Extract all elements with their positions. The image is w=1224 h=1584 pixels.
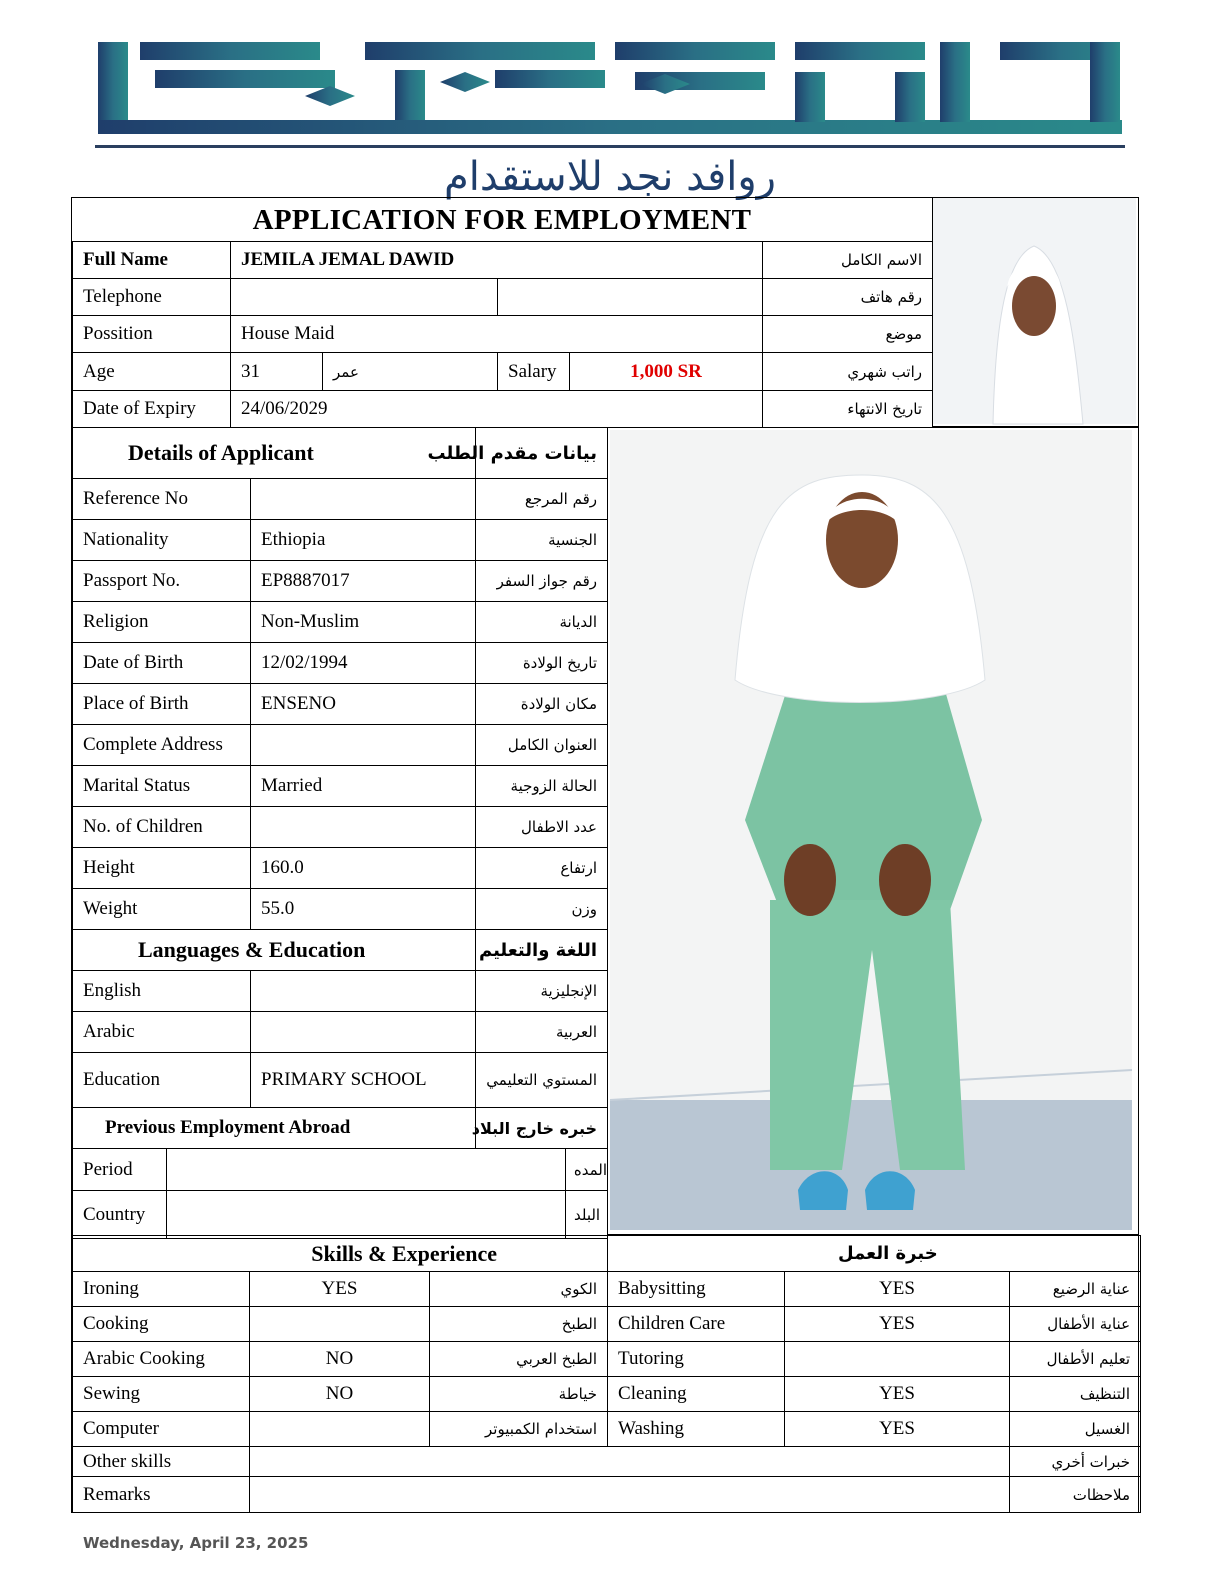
skills-title-en: Skills & Experience bbox=[73, 1236, 608, 1272]
logo-arabic-text: روافد نجد للاستقدام bbox=[444, 154, 776, 200]
details-value: 160.0 bbox=[251, 848, 476, 889]
skill-right-ar: عناية الرضيع bbox=[1010, 1272, 1141, 1307]
languages-row bbox=[73, 1012, 608, 1053]
expiry-row bbox=[73, 391, 933, 428]
details-value: Non-Muslim bbox=[251, 602, 476, 643]
languages-row bbox=[73, 1053, 608, 1108]
previous-title-en: Previous Employment Abroad bbox=[73, 1108, 476, 1149]
skills-row bbox=[73, 1272, 1141, 1307]
previous-value bbox=[167, 1149, 566, 1190]
skill-right-label: Tutoring bbox=[608, 1342, 785, 1377]
details-value bbox=[251, 479, 476, 520]
skill-right-label: Children Care bbox=[608, 1307, 785, 1342]
languages-ar: العربية bbox=[476, 1012, 608, 1053]
previous-section-header bbox=[73, 1108, 608, 1149]
remarks-label: Remarks bbox=[73, 1477, 250, 1513]
skill-left-ar: الطبخ العربي bbox=[430, 1342, 608, 1377]
skill-right-ar: تعليم الأطفال bbox=[1010, 1342, 1141, 1377]
previous-row bbox=[73, 1149, 608, 1191]
details-ar: الديانة bbox=[476, 602, 608, 643]
details-label: Nationality bbox=[73, 520, 251, 561]
skill-right-value bbox=[785, 1342, 1010, 1377]
position-value: House Maid bbox=[231, 316, 763, 353]
skill-left-ar: الطبخ bbox=[430, 1307, 608, 1342]
details-ar: ارتفاع bbox=[476, 848, 608, 889]
skill-right-ar: التنظيف bbox=[1010, 1377, 1141, 1412]
position-row bbox=[73, 316, 933, 353]
details-ar: رقم المرجع bbox=[476, 479, 608, 520]
languages-value: PRIMARY SCHOOL bbox=[251, 1053, 476, 1108]
skills-row bbox=[73, 1342, 1141, 1377]
details-label: Complete Address bbox=[73, 725, 251, 766]
details-label: Weight bbox=[73, 889, 251, 930]
full-name-value: JEMILA JEMAL DAWID bbox=[231, 242, 763, 279]
headshot-photo bbox=[932, 197, 1139, 427]
telephone-label: Telephone bbox=[73, 279, 231, 316]
details-row bbox=[73, 602, 608, 643]
skill-left-value: YES bbox=[250, 1272, 430, 1307]
skill-right-value: YES bbox=[785, 1412, 1010, 1447]
other-value bbox=[250, 1447, 1010, 1477]
skill-right-value: YES bbox=[785, 1307, 1010, 1342]
languages-ar: المستوي التعليمي bbox=[476, 1053, 608, 1108]
telephone-row bbox=[73, 279, 933, 316]
skills-section-header bbox=[73, 1236, 1141, 1272]
details-value: ENSENO bbox=[251, 684, 476, 725]
languages-title-ar: اللغة والتعليم bbox=[476, 930, 608, 971]
details-label: Religion bbox=[73, 602, 251, 643]
expiry-label: Date of Expiry bbox=[73, 391, 231, 428]
skill-left-label: Cooking bbox=[73, 1307, 250, 1342]
skill-right-label: Babysitting bbox=[608, 1272, 785, 1307]
details-row bbox=[73, 889, 608, 930]
skill-right-ar: عناية الأطفال bbox=[1010, 1307, 1141, 1342]
previous-ar: البلد bbox=[574, 1205, 601, 1224]
previous-row bbox=[73, 1191, 608, 1239]
details-ar: العنوان الكامل bbox=[476, 725, 608, 766]
skills-row bbox=[73, 1377, 1141, 1412]
company-logo bbox=[95, 40, 1125, 200]
details-row bbox=[73, 479, 608, 520]
details-label: No. of Children bbox=[73, 807, 251, 848]
previous-label: Country bbox=[73, 1191, 167, 1238]
languages-section-header bbox=[73, 930, 608, 971]
skill-left-label: Ironing bbox=[73, 1272, 250, 1307]
previous-row-cell bbox=[73, 1149, 608, 1191]
details-table bbox=[72, 427, 608, 1239]
skill-left-label: Sewing bbox=[73, 1377, 250, 1412]
telephone-value-1 bbox=[231, 279, 498, 316]
telephone-value-2 bbox=[498, 279, 763, 316]
age-ar: عمر bbox=[323, 353, 498, 391]
details-value bbox=[251, 725, 476, 766]
previous-row-cell bbox=[73, 1191, 608, 1239]
details-value bbox=[251, 807, 476, 848]
details-label: Place of Birth bbox=[73, 684, 251, 725]
salary-value: 1,000 SR bbox=[570, 353, 763, 391]
expiry-value: 24/06/2029 bbox=[231, 391, 763, 428]
languages-label: Education bbox=[73, 1053, 251, 1108]
details-label: Reference No bbox=[73, 479, 251, 520]
details-row bbox=[73, 561, 608, 602]
details-ar: الجنسية bbox=[476, 520, 608, 561]
details-row bbox=[73, 766, 608, 807]
details-ar: وزن bbox=[476, 889, 608, 930]
details-value: Ethiopia bbox=[251, 520, 476, 561]
details-title-en: Details of Applicant bbox=[73, 428, 476, 479]
skill-left-label: Computer bbox=[73, 1412, 250, 1447]
full-name-label: Full Name bbox=[73, 242, 231, 279]
languages-label: Arabic bbox=[73, 1012, 251, 1053]
telephone-ar: رقم هاتف bbox=[763, 279, 933, 316]
languages-value bbox=[251, 971, 476, 1012]
previous-ar: المده bbox=[573, 1160, 608, 1179]
form-title: APPLICATION FOR EMPLOYMENT bbox=[252, 203, 752, 236]
skill-left-value bbox=[250, 1307, 430, 1342]
details-ar: تاريخ الولادة bbox=[476, 643, 608, 684]
details-row bbox=[73, 848, 608, 889]
remarks-ar: ملاحظات bbox=[1010, 1477, 1141, 1513]
remarks-value bbox=[250, 1477, 1010, 1513]
previous-title-ar: خبره خارج البلاد bbox=[476, 1108, 608, 1149]
skills-title-ar: خبرة العمل bbox=[608, 1236, 1141, 1272]
details-title-ar: بيانات مقدم الطلب bbox=[476, 428, 608, 479]
expiry-ar: تاريخ الانتهاء bbox=[763, 391, 933, 428]
skill-left-ar: استخدام الكمبيوتر bbox=[430, 1412, 608, 1447]
skills-row bbox=[73, 1307, 1141, 1342]
skill-left-label: Arabic Cooking bbox=[73, 1342, 250, 1377]
other-label: Other skills bbox=[73, 1447, 250, 1477]
details-label: Passport No. bbox=[73, 561, 251, 602]
skill-left-value: NO bbox=[250, 1342, 430, 1377]
previous-label: Period bbox=[73, 1149, 167, 1190]
details-label: Height bbox=[73, 848, 251, 889]
skill-right-ar: الغسيل bbox=[1010, 1412, 1141, 1447]
details-row bbox=[73, 684, 608, 725]
skill-left-ar: الكوي bbox=[430, 1272, 608, 1307]
full-name-row bbox=[73, 242, 933, 279]
other-ar: خبرات أخري bbox=[1010, 1447, 1141, 1477]
salary-label: Salary bbox=[498, 353, 570, 391]
skill-left-value: NO bbox=[250, 1377, 430, 1412]
details-ar: عدد الاطفال bbox=[476, 807, 608, 848]
skills-row bbox=[73, 1412, 1141, 1447]
details-ar: الحالة الزوجية bbox=[476, 766, 608, 807]
details-section-header bbox=[73, 428, 608, 479]
details-value: 12/02/1994 bbox=[251, 643, 476, 684]
details-label: Date of Birth bbox=[73, 643, 251, 684]
details-value: Married bbox=[251, 766, 476, 807]
position-ar: موضع bbox=[763, 316, 933, 353]
details-label: Marital Status bbox=[73, 766, 251, 807]
languages-value bbox=[251, 1012, 476, 1053]
age-label: Age bbox=[73, 353, 231, 391]
details-ar: رقم جواز السفر bbox=[476, 561, 608, 602]
footer-date: Wednesday, April 23, 2025 bbox=[83, 1534, 309, 1552]
details-value: EP8887017 bbox=[251, 561, 476, 602]
previous-value bbox=[167, 1191, 566, 1238]
skill-right-value: YES bbox=[785, 1272, 1010, 1307]
skill-right-label: Cleaning bbox=[608, 1377, 785, 1412]
details-row bbox=[73, 520, 608, 561]
top-info-table bbox=[72, 241, 933, 428]
other-row bbox=[73, 1447, 1141, 1477]
details-ar: مكان الولادة bbox=[476, 684, 608, 725]
details-row bbox=[73, 725, 608, 766]
remarks-row bbox=[73, 1477, 1141, 1513]
full-body-photo bbox=[607, 427, 1139, 1235]
skill-left-ar: خياطة bbox=[430, 1377, 608, 1412]
position-label: Possition bbox=[73, 316, 231, 353]
languages-row bbox=[73, 971, 608, 1012]
skill-right-label: Washing bbox=[608, 1412, 785, 1447]
skill-left-value bbox=[250, 1412, 430, 1447]
details-value: 55.0 bbox=[251, 889, 476, 930]
skills-table bbox=[72, 1235, 1141, 1513]
languages-label: English bbox=[73, 971, 251, 1012]
age-value: 31 bbox=[231, 353, 323, 391]
age-row bbox=[73, 353, 933, 391]
details-row bbox=[73, 643, 608, 684]
details-row bbox=[73, 807, 608, 848]
full-name-ar: الاسم الكامل bbox=[763, 242, 933, 279]
languages-title-en: Languages & Education bbox=[73, 930, 476, 971]
salary-ar: راتب شهري bbox=[763, 353, 933, 391]
skill-right-value: YES bbox=[785, 1377, 1010, 1412]
languages-ar: الإنجليزية bbox=[476, 971, 608, 1012]
